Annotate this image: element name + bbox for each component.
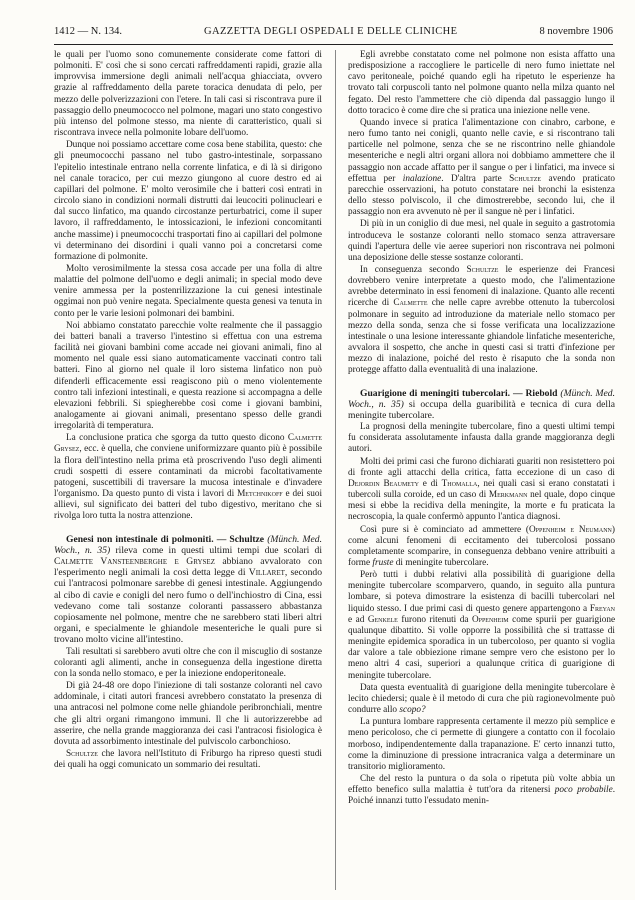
author-names: Schultze xyxy=(466,264,499,275)
paragraph: Di più in un coniglio di due mesi, nel quale in seguito a gastrotomia introduceva le sostanze coloranti nello stomaco senza attraversare quindi l'apertura delle vie aeree superiori non riscontrava nei polmoni una deposizione delle stesse sostanze coloranti. xyxy=(348,219,615,263)
citation: (Münch. Med. Woch., n. 35) xyxy=(54,533,322,556)
text-run: Che del resto la puntura o da sola o ripetuta più volte abbia un effetto benefico sulla malattia è tutt'ora da ritenersi xyxy=(348,773,615,796)
author-names: Thomalla xyxy=(441,478,478,489)
text-run: . Poiché innanzi tutto l'essudato menin- xyxy=(348,785,616,807)
left-column xyxy=(54,50,322,772)
text-run: che lavora nell'Istituto di Friburgo ha ripreso questi studi dei quali ha oggi comunicato un sommario dei resultati. xyxy=(54,749,322,771)
paragraph: Egli avrebbe constatato come nel polmone non esista affatto una predisposizione a raccogliere le particelle di nero fumo iniettate nel cavo peritoneale, poiché quando egli ha ripetuto le esperienze ha trovato tali corpuscoli tanto nel polmone quanto nella milza quanto nel fegato. Del resto l'ammettere che ciò dipenda dal passaggio lungo il dotto toracico è come dire che si pratica una iniezione nelle vene. xyxy=(348,50,615,116)
text-run: si occupa della guaribilità e tecnica di cura della meningite tubercolare. xyxy=(348,398,616,421)
author-names: Villaret xyxy=(248,567,285,579)
paragraph xyxy=(348,118,615,218)
page-header xyxy=(54,26,613,42)
paragraph xyxy=(54,433,322,522)
paragraph: Dunque noi possiamo accettare come cosa bene stabilita, questo: che gli pneumococchi passano nel tubo gastro-intestinale, sorpassano l'epitelio intestinale entrano nella corrente linfatica, e di là si dirigono nel canale toracico, per cui mezzo giungono al cuore destro ed ai capillari del polmone. E' molto verosimile che i batteri così entrati in circolo siano in condizioni normali distrutti dai leucociti polinucleari e dal succo linfatico, ma quando circostanze perturbatrici, come il super lavoro, il raffreddamento, le intossicazioni, le infezioni concomitanti anche massime) i pneumococchi trasportati fino ai capillari del polmone vi determinano dei disordini i quali vanno poi a concretarsi come formazione di polmonite. xyxy=(54,140,322,262)
text-run: Però tutti i dubbi relativi alla possibilità di guarigione della meningite tubercolare scomparvero, quando, in seguito alla puntura lombare, si poteva dimostrare la esistenza di bacilli tubercolari nel liquido stesso. I due primi casi di questo genere appartengono a xyxy=(348,570,615,614)
header-rule xyxy=(54,44,613,45)
author-names: Calmette Grysez xyxy=(54,433,322,455)
text-run: nel quale, dopo cinque mesi si ebbe la recidiva della meningite, la morte e fu praticata la necroscopia, la quale confermò appunto l'antica diagnosi. xyxy=(348,490,616,523)
author-names: Freyan xyxy=(589,603,616,614)
paragraph xyxy=(348,570,615,682)
paragraph: Noi abbiamo constatato parecchie volte realmente che il passaggio dei batteri banali a traverso l'intestino si effettua con una estrema facilità nei giovani bambini come accade nei giovani animali, fino al momento nel quale essi siano automaticamente vaccinati contro tali batteri. Fino al giorno nel quale il loro sistema linfatico non può difenderli efficacemente essi reagiscono più o meno violentemente contro tali infezioni intestinali, e questa reazione si accompagna a delle elevazioni febbrili. Si spiegherebbe così come i giovani bambini, analogamente ai giovani animali, presentano spesso delle grandi irregolarità di temperatura. xyxy=(54,320,322,432)
author-names: Calmette xyxy=(393,298,428,309)
paragraph xyxy=(348,683,615,716)
author-names: Schultze xyxy=(509,173,542,184)
section-title: Genesi non intestinale di polmoniti. — Schultze xyxy=(66,533,265,545)
paragraph: Tali resultati si sarebbero avuti oltre che con il miscuglio di sostanze coloranti agli alimenti, anche in conseguenza della ingestione diretta con la sonda nello stomaco, e per la iniezione endoperitoneale. xyxy=(54,646,322,679)
text-run: , secondo cui l'antracosi polmonare sarebbe di genesi intestinale. Aggiungendo al cibo di cavie e conigli del nero fumo o dell'inchiostro di Cina, essi vedevano come tali sostanze coloranti passassero abbastanza copiosamente nel polmone, mentre che ne sarebbero stati liberi altri organi, e specialmente le ghiandole mesenteriche le quali pure si trovano molto vicine all'intestino. xyxy=(54,567,322,646)
text-run: e dei suoi allievi, sul significato dei batteri del tubo digestivo, meritano che si rivolga loro tutta la nostra attenzione. xyxy=(54,489,323,522)
author-names: Schultze xyxy=(66,749,98,759)
issue-date: 8 novembre 1906 xyxy=(539,26,613,37)
page-number-and-issue xyxy=(54,26,122,37)
author-names: Dejordin Beaumety xyxy=(348,478,419,489)
text-run: abbiano avvalorato con l'esperimento negli animali la così detta legge di xyxy=(54,555,322,579)
italic-term: fruste xyxy=(372,558,394,569)
italic-term: poco probabile xyxy=(554,785,613,796)
text-run: come spurii per guarigione qualunque dibattito. Si volle opporre la possibilità che si trattasse di meningite epidemica sporadica in un tubercoloso, per quanto si voglia dar valore a tale obbiezione rimane sempre vero che esistono per lo meno altri 4 casi, superiori a qualunque critica di guarigione di meningite tubercolare. xyxy=(348,614,616,681)
text-run: le esperienze dei Francesi dovrebbero venire interpretate a questo modo, che l'alimentazione avrebbe determinato in essi fenomeni di inalazione. Quanto alle recenti ricerche di xyxy=(348,264,616,309)
journal-title: GAZZETTA DEGLI OSPEDALI E DELLE CLINICHE xyxy=(204,26,458,37)
paragraph xyxy=(348,457,615,524)
author-names: Metchnikoff xyxy=(237,489,283,500)
italic-term: inalazione xyxy=(402,173,442,184)
paragraph xyxy=(348,525,615,570)
text-run: furono ritenuti da xyxy=(401,614,469,625)
author-names: Oppenheim xyxy=(471,614,509,625)
paragraph xyxy=(54,749,322,771)
column-divider xyxy=(335,50,336,890)
right-column xyxy=(348,50,615,808)
author-names: Merkmann xyxy=(488,490,528,501)
text-run: e ad xyxy=(348,614,365,625)
text-run: e di xyxy=(422,478,438,489)
paragraph xyxy=(348,265,615,377)
text-run: , ecc. è quella, che conviene uniformizzare quanto più è possibile la flora dell'intestino nella prima età proscrivendo l'uso degli alimenti crudi sospetti di essere contaminati da microbi facoltativamente patogeni, suscettibili di traversare la mucosa intestinale e d'invadere l'organismo. Da questo punto di vista i lavori di xyxy=(54,444,322,500)
text-run: Data questa eventualità di guarigione della meningite tubercolare è lecito chiedersi; quale è il metodo di cura che più ragionevolmente può condurre allo xyxy=(348,682,615,716)
issue-number: — N. 134. xyxy=(77,26,122,37)
paragraph xyxy=(348,774,615,807)
paragraph: La prognosi della meningite tubercolare, fino a questi ultimi tempi fu considerata assolutamente infausta dalla grande maggioranza degli autori. xyxy=(348,422,615,455)
page-number: 1412 xyxy=(54,26,75,37)
author-names: Oppenheim e Neumann xyxy=(529,524,612,535)
text-run: ) come alcuni fenomeni di eccitamento dei tubercolosi possano completamente scomparire, in conseguenza debbano venire attribuiti a forme xyxy=(348,524,615,569)
text-run: La conclusione pratica che sgorga da tutto questo dicono xyxy=(66,433,285,444)
paragraph: La puntura lombare rappresenta certamente il mezzo più semplice e meno pericoloso, che ci permette di giungere a contatto con il focolaio morboso, indipendentemente dalla trapanazione. E' certo innanzi tutto, come la diminuzione di pressione intracranica valga a determinare un transitorio miglioramento. xyxy=(348,717,615,772)
text-run: In conseguenza secondo xyxy=(360,264,460,275)
text-run: che nelle capre avrebbe ottenuto la tubercolosi polmonare in seguito ad introduzione da materiale nello stomaco per mezzo della sonda, senza che si fosse verificata una localizzazione intestinale o una lesione interessante ghiandole linfatiche mesenteriche, avvalora il sospetto, che anche in questi casi si tratti d'infezione per mezzo di inalazione, poiché del resto è risaputo che la sonda non protegge affatto dalla eventualità di una inalazione. xyxy=(348,298,615,376)
section-heading xyxy=(348,388,615,422)
text-run: , nei quali casi si erano constatati i tubercoli sulla coroide, ed un caso di xyxy=(348,478,616,501)
author-names: Genkele xyxy=(367,614,398,625)
text-run: rileva come in questi ultimi tempi due scolari di xyxy=(115,544,322,556)
text-run: Quando invece si pratica l'alimentazione con cinabro, carbone, e nero fumo tanto nei conigli, quanto nelle cavie, e si riscontrano tali particelle nel polmone, senza che se ne riscontrino nelle ghiandole mesenteriche e negli altri organi allora noi dobbiamo ammettere che il passaggio non accade affatto per il sangue o per i linfatici, ma invece si effettua per xyxy=(348,117,615,184)
citation: (Münch. Med. Woch., n. 35) xyxy=(348,387,615,410)
paragraph: le quali per l'uomo sono comunemente considerate come fattori di polmoniti. E' così che si sono cercati raffreddamenti rapidi, grazie alla improvvisa immersione degli animali nell'acqua ghiacciata, ovvero grazie al raffreddamento della parete toracica denudata di pelo, per mezzo delle polverizzazioni con l'etere. In tali casi si riscontrava pure il passaggio dello pneumococco nel polmone, magari uno stato congestivo più intenso del polmone stesso, ma niente di caratteristico, quali si riscontrava invece nella polmonite lobare dell'uomo. xyxy=(54,50,322,139)
text-run: Così pure si è cominciato ad ammettere ( xyxy=(360,524,529,535)
text-run: avendo praticato parecchie osservazioni, ha potuto constatare nei bronchi la esistenza dello stesso polviscolo, il che dimostrerebbe, secondo lui, che il passaggio non era avvenuto nè per il sangue nè per i linfatici. xyxy=(348,173,616,218)
section-heading xyxy=(54,534,322,646)
text-run: . D'altra parte xyxy=(441,173,502,184)
italic-term: scopo? xyxy=(399,705,426,716)
section-title: Guarigione di meningiti tubercolari. — Riebold xyxy=(360,387,558,399)
author-names: Calmette Vansteenberghe e Grysez xyxy=(54,555,215,567)
paragraph: Di già 24-48 ore dopo l'iniezione di tali sostanze coloranti nel cavo addominale, i citati autori francesi avrebbero constatato la presenza di una antracosi nel polmone come nelle ghiandole peribronchiali, mentre che gli altri organi rimangono immuni. Il che li autorizzerebbe ad asserire, che nella grande maggioranza dei casi l'antracosi fisiologica è dovuta ad assorbimento intestinale del pulviscolo carbonchioso. xyxy=(54,681,322,747)
text-run: Molti dei primi casi che furono dichiarati guariti non resistettero poi di fronte agli attacchi della critica, fatta eccezione di un caso di xyxy=(348,456,615,478)
text-run: di meningite tubercolare. xyxy=(395,558,489,569)
paragraph: Molto verosimilmente la stessa cosa accade per una folla di altre malattie del polmone dell'uomo e degli animali; in special modo deve venire ammessa per la postenrilizzazione la cui genesi intestinale oggimai non può venire negata. Specialmente questa genesi va tenuta in conto per le varie lesioni polmonari dei bambini. xyxy=(54,263,322,319)
